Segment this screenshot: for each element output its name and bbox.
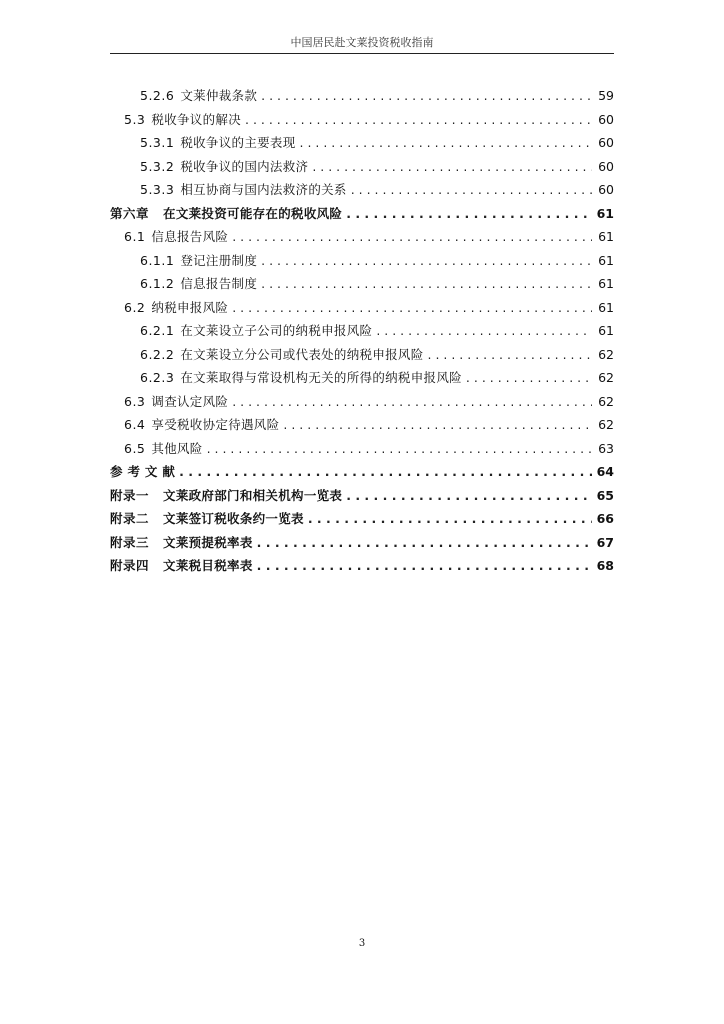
toc-entry-title: 享受税收协定待遇风险: [151, 417, 280, 432]
toc-entry-title: 文莱预提税率表: [163, 534, 253, 550]
toc-entry-page: 61: [598, 323, 614, 338]
toc-entry-title: 在文莱取得与常设机构无关的所得的纳税申报风险: [180, 370, 462, 385]
toc-entry-number: 6.4: [124, 417, 146, 432]
toc-entry[interactable]: [110, 345, 614, 369]
toc-entry-number: 5.3: [124, 111, 146, 127]
toc-entry-title: 信息报告风险: [151, 229, 229, 244]
toc-entry-number: 6.1.1: [140, 252, 175, 268]
toc-dot-leader: [308, 511, 592, 526]
toc-entry-page: 60: [598, 111, 614, 127]
toc-entry[interactable]: [110, 392, 614, 416]
toc-entry[interactable]: [110, 533, 614, 557]
toc-entry-number: 6.2.3: [140, 370, 175, 385]
toc-dot-leader: [312, 159, 592, 174]
toc-entry-number: 5.3.1: [140, 135, 175, 150]
toc-entry[interactable]: [110, 110, 614, 134]
toc-entry-title: 文莱仲裁条款: [180, 88, 258, 103]
header-rule: [110, 53, 614, 54]
toc-entry-number: 5.3.2: [140, 158, 175, 174]
toc-entry-page: 64: [596, 464, 614, 479]
toc-dot-leader: [283, 417, 592, 432]
toc-entry-number: 6.1.2: [140, 276, 175, 291]
toc-entry-number: 5.2.6: [140, 88, 175, 103]
toc-dot-leader: [346, 206, 592, 221]
toc-entry-page: 59: [598, 88, 614, 103]
toc-entry[interactable]: [110, 462, 614, 486]
toc-entry-page: 66: [596, 511, 614, 526]
toc-entry[interactable]: [110, 157, 614, 181]
toc-dot-leader: [376, 323, 592, 338]
toc-dot-leader: [351, 182, 592, 197]
toc-dot-leader: [207, 441, 592, 456]
toc-entry-title: 税收争议的国内法救济: [180, 158, 309, 174]
toc-entry-page: 61: [598, 229, 614, 244]
toc-entry-title: 相互协商与国内法救济的关系: [180, 182, 347, 197]
table-of-contents: [110, 86, 614, 580]
toc-entry-title: 在文莱投资可能存在的税收风险: [163, 205, 343, 221]
toc-entry-page: 63: [598, 440, 614, 456]
toc-dot-leader: [179, 464, 592, 479]
toc-entry-title: 税收争议的主要表现: [180, 135, 296, 150]
toc-entry[interactable]: [110, 415, 614, 439]
toc-entry-page: 65: [596, 487, 614, 503]
toc-entry-page: 67: [596, 534, 614, 550]
toc-entry[interactable]: [110, 486, 614, 510]
toc-dot-leader: [466, 370, 592, 385]
toc-entry-number: 6.5: [124, 440, 146, 456]
toc-dot-leader: [245, 112, 592, 127]
toc-entry[interactable]: [110, 204, 614, 228]
toc-entry[interactable]: [110, 556, 614, 580]
toc-dot-leader: [232, 229, 592, 244]
toc-entry-number: 6.2: [124, 299, 146, 315]
toc-entry-title: 文莱签订税收条约一览表: [163, 511, 304, 526]
toc-entry-page: 62: [598, 393, 614, 409]
toc-entry-title: 参 考 文 献: [110, 464, 176, 479]
toc-entry-page: 61: [598, 276, 614, 291]
toc-entry-title: 纳税申报风险: [151, 299, 229, 315]
toc-entry-title: 在文莱设立分公司或代表处的纳税申报风险: [180, 346, 424, 362]
toc-entry-title: 信息报告制度: [180, 276, 258, 291]
toc-entry-number: 第六章: [110, 205, 150, 221]
toc-entry-page: 60: [598, 135, 614, 150]
toc-entry-page: 62: [598, 346, 614, 362]
toc-dot-leader: [300, 135, 592, 150]
toc-entry-number: 6.2.2: [140, 346, 175, 362]
toc-entry-number: 6.2.1: [140, 323, 175, 338]
toc-entry-number: 附录二: [110, 511, 150, 526]
toc-entry-number: 附录四: [110, 558, 150, 573]
toc-entry-title: 登记注册制度: [180, 252, 258, 268]
toc-dot-leader: [261, 88, 592, 103]
toc-entry-number: 6.3: [124, 393, 146, 409]
toc-entry-title: 其他风险: [151, 440, 203, 456]
toc-dot-leader: [257, 535, 592, 550]
toc-entry-page: 61: [596, 205, 614, 221]
toc-dot-leader: [428, 347, 592, 362]
toc-entry[interactable]: [110, 251, 614, 275]
running-header: 中国居民赴文莱投资税收指南: [290, 36, 434, 49]
toc-dot-leader: [257, 558, 592, 573]
toc-entry[interactable]: [110, 321, 614, 345]
toc-entry-title: 税收争议的解决: [151, 111, 241, 127]
toc-entry[interactable]: [110, 274, 614, 298]
toc-dot-leader: [261, 276, 592, 291]
toc-dot-leader: [261, 253, 592, 268]
toc-entry-page: 62: [598, 370, 614, 385]
toc-dot-leader: [346, 488, 592, 503]
toc-entry[interactable]: [110, 133, 614, 157]
toc-entry[interactable]: [110, 180, 614, 204]
toc-entry-page: 60: [598, 182, 614, 197]
toc-entry[interactable]: [110, 439, 614, 463]
toc-entry[interactable]: [110, 86, 614, 110]
toc-entry[interactable]: [110, 298, 614, 322]
toc-entry[interactable]: [110, 368, 614, 392]
toc-dot-leader: [232, 394, 592, 409]
toc-entry-page: 60: [598, 158, 614, 174]
toc-entry-title: 在文莱设立子公司的纳税申报风险: [180, 323, 373, 338]
toc-entry-number: 附录三: [110, 534, 150, 550]
toc-entry-page: 68: [596, 558, 614, 573]
page-number: 3: [358, 938, 366, 949]
toc-entry-title: 调查认定风险: [151, 393, 229, 409]
toc-entry-page: 62: [598, 417, 614, 432]
toc-entry-page: 61: [598, 252, 614, 268]
toc-dot-leader: [232, 300, 592, 315]
toc-entry[interactable]: [110, 509, 614, 533]
toc-entry[interactable]: [110, 227, 614, 251]
toc-entry-number: 附录一: [110, 487, 150, 503]
toc-entry-page: 61: [598, 299, 614, 315]
toc-entry-number: 6.1: [124, 229, 146, 244]
toc-entry-number: 5.3.3: [140, 182, 175, 197]
toc-entry-title: 文莱税目税率表: [163, 558, 253, 573]
toc-entry-title: 文莱政府部门和相关机构一览表: [163, 487, 343, 503]
